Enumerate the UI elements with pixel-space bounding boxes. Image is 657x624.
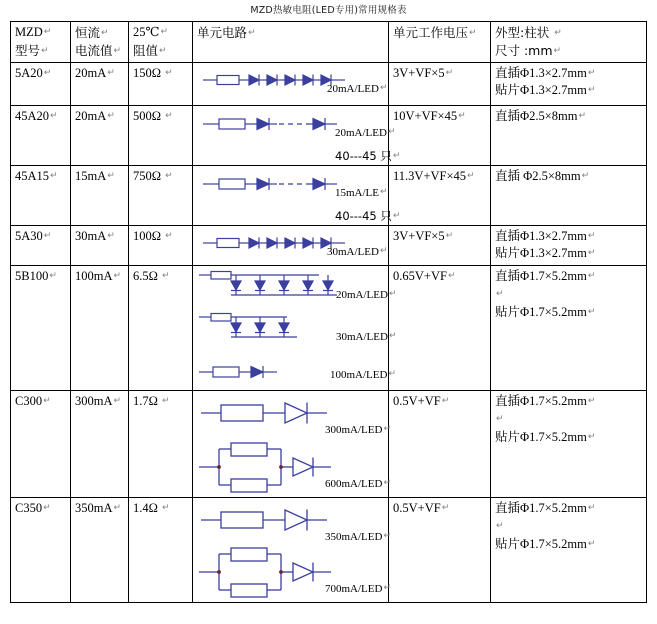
pilcrow-icon: ↵ <box>388 331 397 341</box>
cell-voltage <box>389 165 491 225</box>
pilcrow-icon: ↵ <box>49 271 57 281</box>
pilcrow-icon: ↵ <box>383 531 391 541</box>
cell-current <box>71 498 129 603</box>
pilcrow-icon: ↵ <box>447 271 456 281</box>
voltage-value: 3V+VF×5 <box>393 65 445 80</box>
package-line: 贴片Φ1.7×5.2mm <box>495 304 587 319</box>
pilcrow-icon: ↵ <box>441 396 450 406</box>
pilcrow-icon: ↵ <box>587 248 596 259</box>
pilcrow-icon: ↵ <box>165 170 173 181</box>
cell-model <box>11 165 71 225</box>
table-row <box>11 225 647 266</box>
model-value: C350 <box>15 501 43 515</box>
current-value: 300mA <box>75 394 113 408</box>
pilcrow-icon: ↵ <box>469 28 477 38</box>
pilcrow-icon: ↵ <box>165 230 173 241</box>
page-title: MZD热敏电阻(LED专用)常用规格表 <box>250 5 407 16</box>
circuit-note: 40---45 只↵ <box>335 148 401 163</box>
cell-circuit <box>193 165 401 225</box>
circuit-label: 600mA/LED↵ <box>325 478 391 490</box>
pilcrow-icon: ↵ <box>392 150 401 161</box>
cell-circuit <box>193 225 389 266</box>
model-value: C300 <box>15 394 43 408</box>
current-value: 30mA <box>75 228 107 243</box>
resistance-value: 500Ω <box>133 108 162 123</box>
header-circuit-line1: 单元电路 <box>197 25 248 40</box>
circuit-diagram <box>197 65 388 103</box>
cell-package <box>491 225 647 266</box>
header-model-line2: 型号 <box>15 42 41 58</box>
table-row <box>11 62 647 105</box>
pilcrow-icon: ↵ <box>496 413 504 424</box>
pilcrow-icon: ↵ <box>43 396 51 406</box>
cell-model <box>11 225 71 266</box>
header-cell-package <box>491 22 647 63</box>
cell-resistance <box>129 105 193 165</box>
pilcrow-icon: ↵ <box>162 396 170 406</box>
cell-model <box>11 391 71 498</box>
current-value: 20mA <box>75 108 107 123</box>
cell-model <box>11 105 71 165</box>
header-cell-current <box>71 22 129 63</box>
package-line: 贴片Φ1.7×5.2mm <box>495 429 587 444</box>
cell-package <box>491 165 647 225</box>
pilcrow-icon: ↵ <box>467 170 475 181</box>
pilcrow-icon: ↵ <box>162 271 170 281</box>
package-line: 直插 Φ2.5×8mm <box>495 168 581 183</box>
package-line: 直插Φ1.7×5.2mm <box>495 269 587 283</box>
pilcrow-icon: ↵ <box>578 110 587 121</box>
circuit-label: 30mA/LED↵ <box>336 331 397 343</box>
header-cell-voltage <box>389 22 491 63</box>
cell-model <box>11 498 71 603</box>
current-value: 100mA <box>75 269 113 283</box>
package-line: 直插Φ1.3×2.7mm <box>495 65 587 80</box>
table-row <box>11 165 647 225</box>
pilcrow-icon: ↵ <box>587 503 596 513</box>
pilcrow-icon: ↵ <box>441 503 450 513</box>
pilcrow-icon: ↵ <box>445 67 454 78</box>
pilcrow-icon: ↵ <box>387 126 396 137</box>
pilcrow-icon: ↵ <box>43 27 52 37</box>
cell-circuit <box>193 62 389 105</box>
resistance-value: 750Ω <box>133 168 162 183</box>
cell-circuit <box>193 391 389 498</box>
pilcrow-icon: ↵ <box>160 27 169 37</box>
resistance-value: 1.7Ω <box>133 394 158 408</box>
pilcrow-icon: ↵ <box>554 28 562 38</box>
cell-voltage <box>389 62 491 105</box>
table-row <box>11 391 647 498</box>
voltage-value: 0.5V+VF <box>393 501 441 515</box>
current-value: 15mA <box>75 168 107 183</box>
cell-resistance <box>129 225 193 266</box>
table-row <box>11 266 647 391</box>
circuit-label: 20mA/LED↵ <box>327 82 388 95</box>
pilcrow-icon: ↵ <box>458 110 466 121</box>
table-row <box>11 498 647 603</box>
circuit-diagram-group <box>197 500 391 600</box>
cell-package <box>491 62 647 105</box>
cell-resistance <box>129 498 193 603</box>
header-package-line2: 尺寸 :mm <box>495 42 553 58</box>
circuit-label: 20mA/LED↵ <box>335 126 396 139</box>
pilcrow-icon: ↵ <box>248 28 256 38</box>
circuit-label: 30mA/LED↵ <box>327 245 388 258</box>
circuit-label: 700mA/LED↵ <box>325 583 391 595</box>
cell-resistance <box>129 266 193 391</box>
voltage-value: 3V+VF×5 <box>393 228 445 243</box>
current-value: 20mA <box>75 65 107 80</box>
pilcrow-icon: ↵ <box>581 170 590 181</box>
model-value: 5A30 <box>15 228 43 243</box>
pilcrow-icon: ↵ <box>587 306 596 317</box>
cell-voltage <box>389 266 491 391</box>
pilcrow-icon: ↵ <box>379 82 388 93</box>
cell-resistance <box>129 62 193 105</box>
circuit-label: 15mA/LE↵ <box>335 186 388 199</box>
pilcrow-icon: ↵ <box>113 503 122 513</box>
circuit-label: 300mA/LED↵ <box>325 424 391 436</box>
pilcrow-icon: ↵ <box>113 271 122 281</box>
current-value: 350mA <box>75 501 113 515</box>
cell-package <box>491 266 647 391</box>
cell-current <box>71 266 129 391</box>
circuit-label: 20mA/LED↵ <box>336 289 397 301</box>
header-cell-circuit <box>193 22 389 63</box>
pilcrow-icon: ↵ <box>392 210 401 221</box>
header-current-line2: 电流值 <box>75 42 113 58</box>
pilcrow-icon: ↵ <box>380 186 388 197</box>
circuit-label: 100mA/LED↵ <box>330 369 396 381</box>
cell-model <box>11 266 71 391</box>
resistance-value: 6.5Ω <box>133 269 158 283</box>
resistance-value: 100Ω <box>133 228 162 243</box>
cell-current <box>71 62 129 105</box>
pilcrow-icon: ↵ <box>587 230 596 241</box>
pilcrow-icon: ↵ <box>113 45 122 56</box>
cell-resistance <box>129 165 193 225</box>
circuit-diagram <box>197 168 401 223</box>
pilcrow-icon: ↵ <box>388 289 397 299</box>
model-value: 5A20 <box>15 65 43 80</box>
pilcrow-icon: ↵ <box>587 67 596 78</box>
pilcrow-icon: ↵ <box>553 45 562 56</box>
circuit-note: 40---45 只↵ <box>335 208 401 223</box>
pilcrow-icon: ↵ <box>379 245 388 256</box>
header-model-line1: MZD <box>15 25 43 39</box>
pilcrow-icon: ↵ <box>113 396 122 406</box>
pilcrow-icon: ↵ <box>101 28 109 38</box>
pilcrow-icon: ↵ <box>43 503 51 513</box>
pilcrow-icon: ↵ <box>50 110 58 121</box>
pilcrow-icon: ↵ <box>383 478 391 488</box>
resistance-value: 1.4Ω <box>133 501 158 515</box>
cell-package <box>491 498 647 603</box>
pilcrow-icon: ↵ <box>107 230 115 241</box>
pilcrow-icon: ↵ <box>587 431 596 442</box>
header-cell-model <box>11 22 71 63</box>
header-resistance-line2: 阻值 <box>133 42 159 58</box>
voltage-value: 0.65V+VF <box>393 269 447 283</box>
circuit-diagram <box>197 108 401 163</box>
header-current-line1: 恒流 <box>75 25 101 40</box>
cell-voltage <box>389 498 491 603</box>
pilcrow-icon: ↵ <box>43 230 52 241</box>
package-line: 贴片Φ1.3×2.7mm <box>495 246 587 261</box>
voltage-value: 10V+VF×45 <box>393 108 458 123</box>
cell-current <box>71 165 129 225</box>
pilcrow-icon: ↵ <box>50 170 58 181</box>
table-header-row <box>11 22 647 63</box>
cell-package <box>491 105 647 165</box>
package-line: 直插Φ1.7×5.2mm <box>495 501 587 515</box>
model-value: 5B100 <box>15 269 49 283</box>
cell-package <box>491 391 647 498</box>
pilcrow-icon: ↵ <box>159 45 167 56</box>
circuit-diagram <box>197 228 388 263</box>
package-line: 直插Φ1.7×5.2mm <box>495 394 587 408</box>
spec-table <box>10 21 647 603</box>
package-line: 贴片Φ1.3×2.7mm <box>495 83 587 98</box>
pilcrow-icon: ↵ <box>445 230 454 241</box>
cell-circuit <box>193 266 397 391</box>
pilcrow-icon: ↵ <box>165 110 173 121</box>
circuit-label: 350mA/LED↵ <box>325 531 391 543</box>
header-package-line1: 外型:柱状 <box>495 25 550 40</box>
pilcrow-icon: ↵ <box>107 170 115 181</box>
cell-circuit <box>193 498 389 603</box>
cell-current <box>71 105 129 165</box>
cell-model <box>11 62 71 105</box>
pilcrow-icon: ↵ <box>383 583 391 593</box>
cell-voltage <box>389 105 491 165</box>
cell-voltage <box>389 391 491 498</box>
cell-circuit <box>193 105 401 165</box>
package-line: 直插Φ2.5×8mm <box>495 108 578 123</box>
package-line: 贴片Φ1.7×5.2mm <box>495 536 587 551</box>
circuit-diagram-group <box>197 268 397 388</box>
pilcrow-icon: ↵ <box>587 396 596 406</box>
pilcrow-icon: ↵ <box>107 110 115 121</box>
pilcrow-icon: ↵ <box>388 369 396 379</box>
pilcrow-icon: ↵ <box>165 67 173 78</box>
package-line: 直插Φ1.3×2.7mm <box>495 228 587 243</box>
model-value: 45A15 <box>15 168 50 183</box>
cell-voltage <box>389 225 491 266</box>
voltage-value: 0.5V+VF <box>393 394 441 408</box>
pilcrow-icon: ↵ <box>587 271 596 281</box>
circuit-diagram-group <box>197 393 391 495</box>
pilcrow-icon: ↵ <box>587 538 596 549</box>
voltage-value: 11.3V+VF×45 <box>393 168 467 183</box>
pilcrow-icon: ↵ <box>383 424 391 434</box>
model-value: 45A20 <box>15 108 50 123</box>
table-row <box>11 105 647 165</box>
cell-current <box>71 391 129 498</box>
header-cell-resistance <box>129 22 193 63</box>
pilcrow-icon: ↵ <box>496 520 504 531</box>
cell-current <box>71 225 129 266</box>
pilcrow-icon: ↵ <box>41 45 49 56</box>
pilcrow-icon: ↵ <box>587 85 596 96</box>
pilcrow-icon: ↵ <box>162 503 170 513</box>
pilcrow-icon: ↵ <box>43 67 52 78</box>
header-voltage-line1: 单元工作电压 <box>393 25 469 40</box>
cell-resistance <box>129 391 193 498</box>
header-resistance-line1: 25℃ <box>133 25 160 39</box>
resistance-value: 150Ω <box>133 65 162 80</box>
pilcrow-icon: ↵ <box>107 67 115 78</box>
pilcrow-icon: ↵ <box>496 288 504 299</box>
